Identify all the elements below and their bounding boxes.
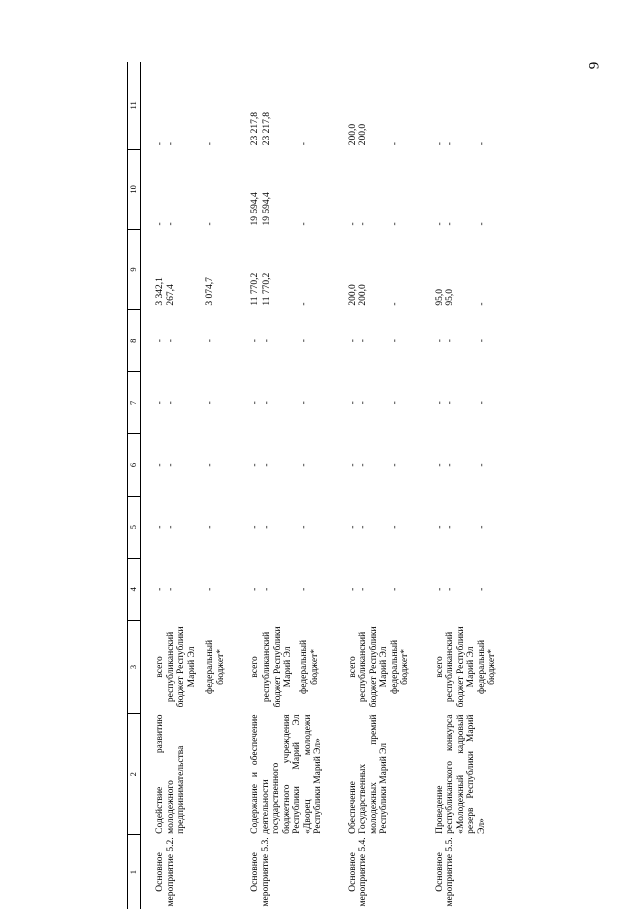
activity-name: Обеспечение Государственных молодежных премий Республики Марий Эл [347, 714, 389, 834]
value-cell: - [476, 302, 487, 306]
value-cell: 200,0 [347, 284, 358, 306]
value-cell: - [434, 587, 445, 591]
value-cell: - [205, 142, 215, 146]
value-cell: - [358, 587, 368, 591]
value-cell: - [347, 222, 358, 226]
header-cell: 8 [128, 310, 141, 372]
funding-source: федеральный бюджет* [476, 639, 497, 694]
value-cell: - [476, 463, 487, 467]
value-cell: - [389, 339, 400, 343]
value-cell: - [155, 587, 165, 591]
table-rotated-container [127, 62, 631, 909]
value-cell: - [205, 463, 215, 467]
value-cell: - [347, 587, 358, 591]
table-row [435, 62, 446, 909]
value-cell: - [389, 587, 400, 591]
funding-source: всего [155, 656, 165, 678]
value-cell: - [165, 222, 176, 226]
header-cell: 1 [128, 835, 141, 909]
value-cell: - [155, 339, 165, 343]
funding-source: республиканский бюджет Республики Марий Эл [165, 626, 197, 708]
value-cell: 200,0 [358, 123, 368, 146]
value-cell: - [434, 222, 445, 226]
value-cell: - [155, 525, 165, 529]
value-cell: 95,0 [434, 289, 445, 306]
value-cell: 19 594,4 [262, 192, 273, 226]
value-cell: - [299, 302, 309, 306]
activity-name: Проведение республиканского конкурса «Молодежный кадровый резерв Республики Марий Эл» [434, 714, 487, 834]
value-cell: 23 217,8 [250, 112, 260, 146]
value-cell: - [347, 401, 358, 405]
value-cell: - [358, 401, 368, 405]
value-cell: - [389, 302, 400, 306]
value-cell: - [205, 525, 215, 529]
value-cell: 11 770,2 [262, 272, 273, 306]
funding-source: всего [434, 656, 445, 678]
funding-source: всего [250, 656, 260, 678]
header-cell: 4 [128, 558, 141, 620]
value-cell: - [434, 401, 445, 405]
budget-table [127, 62, 498, 909]
value-cell: - [250, 525, 260, 529]
value-cell: - [476, 339, 487, 343]
value-cell: 267,4 [165, 284, 176, 306]
activity-name: Содержание и обеспечение деятельности государственного бюджетного учреждения Республики Марий Эл «Дворец молодежи Республики Марий Эл» [250, 714, 323, 834]
value-cell: - [434, 525, 445, 529]
value-cell: 95,0 [445, 289, 455, 306]
value-cell: - [389, 525, 400, 529]
value-cell: - [165, 401, 176, 405]
page-number: 9 [586, 61, 603, 70]
value-cell: - [445, 142, 455, 146]
value-cell: - [155, 401, 165, 405]
value-cell: 3 074,7 [205, 277, 215, 306]
table-row [348, 62, 359, 909]
value-cell: - [347, 463, 358, 467]
value-cell: - [358, 339, 368, 343]
value-cell: - [445, 339, 455, 343]
value-cell: - [445, 587, 455, 591]
value-cell: - [165, 463, 176, 467]
activity-name: Содействие развитию молодежного предпринимательства [155, 714, 186, 834]
funding-source: республиканский бюджет Республики Марий Эл [358, 626, 389, 708]
value-cell: - [389, 142, 400, 146]
value-cell: - [262, 463, 273, 467]
value-cell: - [476, 401, 487, 405]
activity-code: Основное мероприятие 5.4. [347, 837, 368, 907]
value-cell: - [389, 222, 400, 226]
value-cell: - [347, 339, 358, 343]
value-cell: - [445, 401, 455, 405]
value-cell: - [262, 401, 273, 405]
value-cell: - [299, 401, 309, 405]
value-cell: - [250, 339, 260, 343]
value-cell: - [165, 142, 176, 146]
funding-source: федеральный бюджет* [299, 639, 320, 694]
value-cell: 200,0 [358, 284, 368, 306]
value-cell: 23 217,8 [262, 112, 273, 146]
value-cell: - [445, 525, 455, 529]
value-cell: - [250, 401, 260, 405]
value-cell: - [299, 222, 309, 226]
value-cell: - [250, 463, 260, 467]
value-cell: 11 770,2 [250, 272, 260, 306]
value-cell: - [389, 401, 400, 405]
value-cell: - [262, 339, 273, 343]
value-cell: 3 342,1 [155, 277, 165, 306]
value-cell: - [445, 222, 455, 226]
header-cell: 10 [128, 149, 141, 229]
header-cell: 3 [128, 620, 141, 713]
value-cell: - [262, 525, 273, 529]
value-cell: - [476, 222, 487, 226]
value-cell: - [347, 525, 358, 529]
funding-source: федеральный бюджет* [389, 639, 410, 694]
value-cell: - [205, 401, 215, 405]
value-cell: - [262, 587, 273, 591]
value-cell: - [299, 142, 309, 146]
value-cell: - [250, 587, 260, 591]
activity-code: Основное мероприятие 5.2. [155, 837, 176, 907]
value-cell: - [476, 525, 487, 529]
funding-source: федеральный бюджет* [205, 639, 226, 694]
value-cell: 200,0 [347, 123, 358, 146]
value-cell: - [299, 463, 309, 467]
value-cell: - [299, 525, 309, 529]
value-cell: - [358, 463, 368, 467]
value-cell: - [299, 587, 309, 591]
header-cell: 6 [128, 434, 141, 496]
value-cell: - [155, 222, 165, 226]
value-cell: - [358, 525, 368, 529]
value-cell: 19 594,4 [250, 192, 260, 226]
header-cell: 5 [128, 496, 141, 558]
value-cell: - [299, 339, 309, 343]
funding-source: республиканский бюджет Республики Марий Эл [445, 626, 476, 708]
value-cell: - [205, 339, 215, 343]
value-cell: - [476, 587, 487, 591]
value-cell: - [155, 142, 165, 146]
value-cell: - [155, 463, 165, 467]
value-cell: - [389, 463, 400, 467]
funding-source: республиканский бюджет Республики Марий Эл [262, 626, 294, 708]
value-cell: - [165, 339, 176, 343]
value-cell: - [434, 463, 445, 467]
header-cell: 7 [128, 372, 141, 434]
table-row [250, 62, 262, 909]
value-cell: - [476, 142, 487, 146]
table-row [155, 62, 166, 909]
header-cell: 11 [128, 62, 141, 149]
value-cell: - [165, 525, 176, 529]
value-cell: - [165, 587, 176, 591]
value-cell: - [358, 222, 368, 226]
header-cell: 9 [128, 229, 141, 309]
activity-code: Основное мероприятие 5.5. [434, 837, 455, 907]
header-row [128, 62, 141, 909]
header-cell: 2 [128, 714, 141, 835]
value-cell: - [445, 463, 455, 467]
value-cell: - [434, 339, 445, 343]
funding-source: всего [347, 656, 358, 678]
value-cell: - [205, 587, 215, 591]
value-cell: - [434, 142, 445, 146]
activity-code: Основное мероприятие 5.3. [250, 837, 271, 907]
value-cell: - [205, 222, 215, 226]
